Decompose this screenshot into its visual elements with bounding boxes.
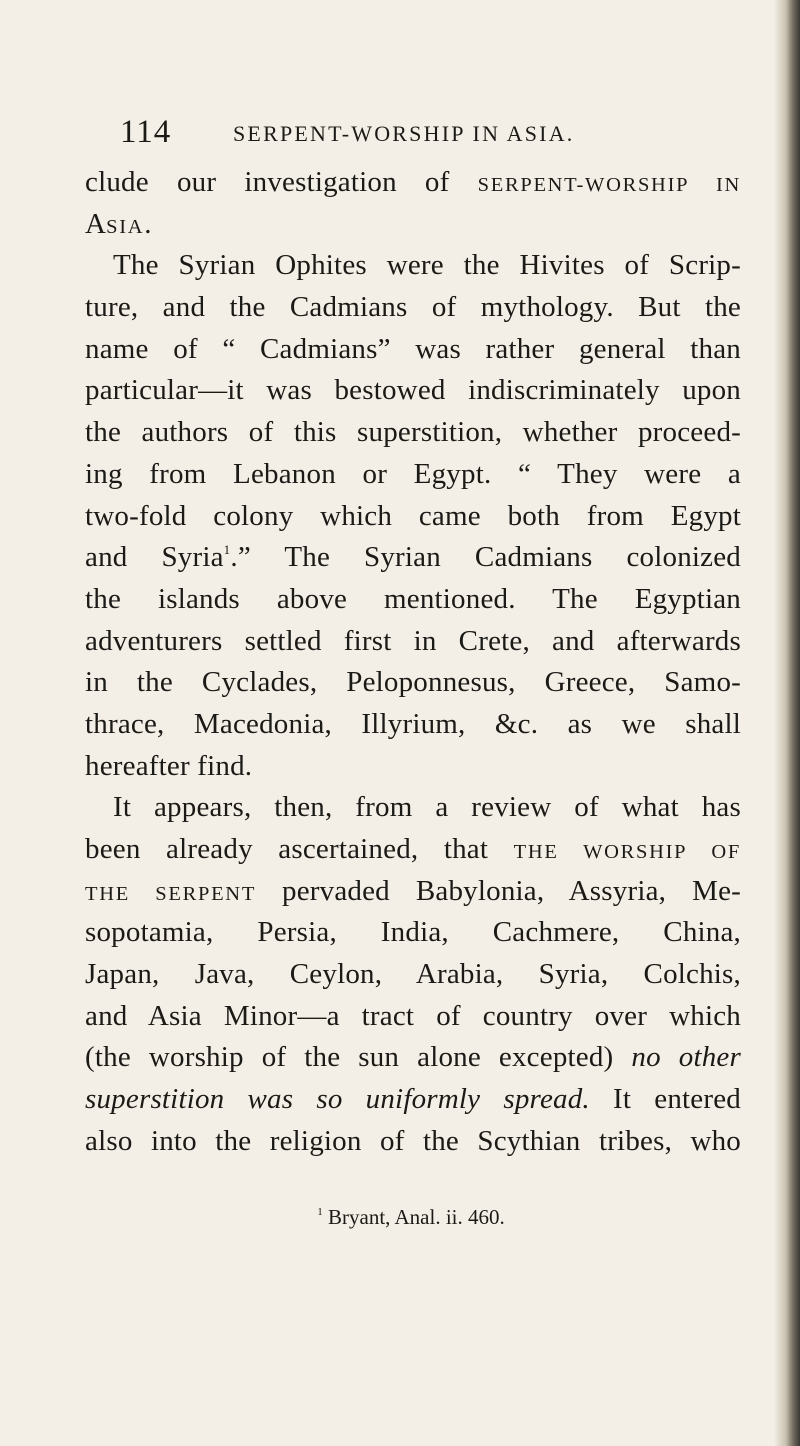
text-line: superstition was so uniformly spread. It entered bbox=[85, 1083, 741, 1116]
page-header bbox=[120, 112, 740, 152]
text-line: two-fold colony which came both from Egypt bbox=[85, 499, 741, 532]
text-line: The Syrian Ophites were the Hivites of Scrip- bbox=[113, 249, 741, 282]
text-line: (the worship of the sun alone excepted) no other bbox=[85, 1041, 741, 1074]
text-line: and Asia Minor—a tract of country over which bbox=[85, 999, 741, 1032]
text-line: THE SERPENT pervaded Babylonia, Assyria, Me- bbox=[85, 874, 741, 907]
text-line: name of “ Cadmians” was rather general than bbox=[85, 332, 741, 365]
text-line: hereafter find. bbox=[85, 749, 253, 782]
text-line: ing from Lebanon or Egypt. “ They were a bbox=[85, 457, 741, 490]
text-line: clude our investigation of SERPENT-WORSHIP IN bbox=[85, 166, 741, 198]
text-line: adventurers settled first in Crete, and afterwards bbox=[85, 624, 741, 657]
footnote-marker: 1 bbox=[223, 542, 231, 558]
text-line: ture, and the Cadmians of mythology. But the bbox=[85, 291, 741, 324]
text-line: ASIA. bbox=[85, 207, 152, 240]
text-line: Japan, Java, Ceylon, Arabia, Syria, Colchis, bbox=[85, 958, 741, 991]
running-head: SERPENT-WORSHIP IN ASIA. bbox=[233, 121, 575, 146]
footnote-number: 1 bbox=[317, 1206, 323, 1218]
page-number: 114 bbox=[120, 114, 172, 150]
text-line: and Syria$^1$.” The Syrian Cadmians colonized bbox=[85, 541, 742, 574]
body-text bbox=[85, 162, 741, 1163]
text-line: in the Cyclades, Peloponnesus, Greece, Samo- bbox=[85, 666, 741, 699]
text-line: the authors of this superstition, whether proceed- bbox=[85, 416, 741, 449]
text-line: been already ascertained, that THE WORSHIP OF bbox=[85, 833, 741, 865]
text-line: sopotamia, Persia, India, Cachmere, China, bbox=[85, 916, 741, 949]
text-line: also into the religion of the Scythian tribes, who bbox=[85, 1124, 741, 1157]
text-line: the islands above mentioned. The Egyptian bbox=[85, 582, 741, 615]
footnote-text: Bryant, Anal. ii. 460. bbox=[328, 1205, 505, 1229]
text-line: It appears, then, from a review of what has bbox=[113, 791, 741, 824]
text-line: particular—it was bestowed indiscriminately upon bbox=[85, 374, 741, 407]
text-line: thrace, Macedonia, Illyrium, &c. as we shall bbox=[85, 707, 741, 740]
footnote bbox=[0, 1202, 800, 1232]
